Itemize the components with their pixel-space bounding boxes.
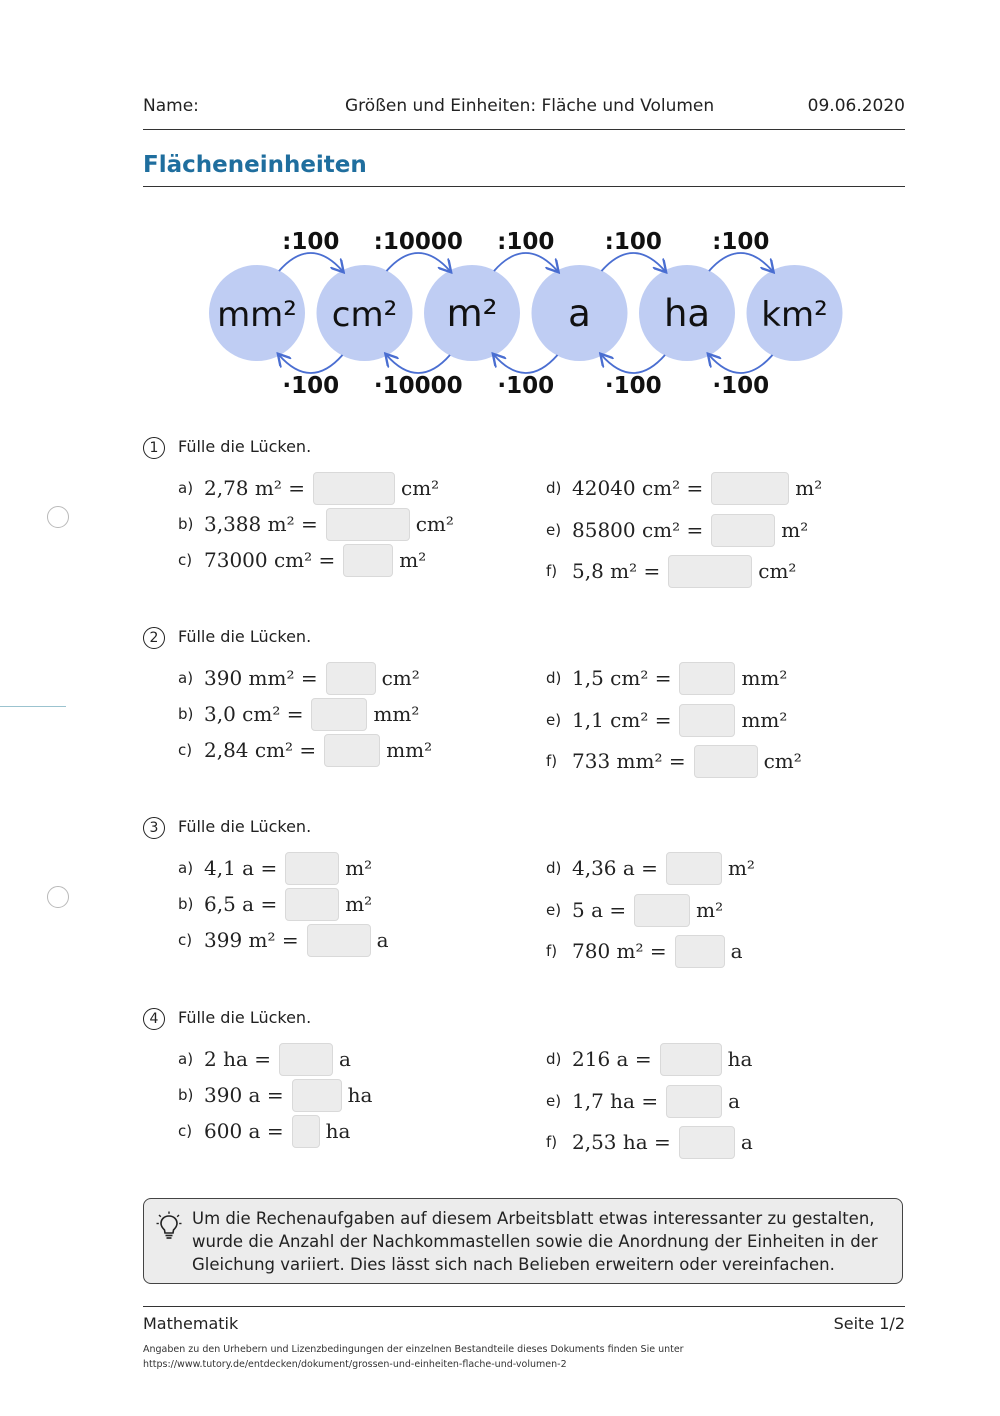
- exercise-label: c): [178, 551, 193, 569]
- exercise-row: [546, 893, 723, 927]
- exercise-label: e): [546, 901, 562, 919]
- unit-label: cm²: [331, 295, 398, 335]
- fold-mark: [0, 706, 66, 707]
- exercise-label: b): [178, 895, 194, 913]
- answer-field[interactable]: [311, 698, 367, 731]
- exercise-expression: 216 a =: [572, 1047, 652, 1071]
- exercise-row: [178, 543, 426, 577]
- exercise-unit: m²: [345, 856, 373, 880]
- exercise-row: [178, 471, 439, 505]
- exercise-row: [178, 887, 372, 921]
- exercise-unit: m²: [696, 898, 724, 922]
- divide-factor-label: :10000: [373, 229, 463, 255]
- exercise-expression: 3,0 cm² =: [204, 702, 304, 726]
- exercise-unit: cm²: [415, 512, 454, 536]
- exercise-label: f): [546, 942, 558, 960]
- answer-field[interactable]: [679, 662, 735, 695]
- exercise-row: [178, 1078, 372, 1112]
- task-number-4: 4: [143, 1008, 165, 1030]
- answer-field[interactable]: [279, 1043, 333, 1076]
- exercise-expression: 2 ha =: [204, 1047, 272, 1071]
- exercise-label: e): [546, 521, 562, 539]
- answer-field[interactable]: [326, 508, 410, 541]
- exercise-label: d): [546, 669, 562, 687]
- exercise-unit: ha: [727, 1047, 753, 1071]
- exercise-unit: a: [339, 1047, 351, 1071]
- exercise-unit: m²: [781, 518, 809, 542]
- exercise-label: b): [178, 515, 194, 533]
- answer-field[interactable]: [326, 662, 376, 695]
- answer-field[interactable]: [292, 1079, 342, 1112]
- tip-box: [143, 1198, 903, 1284]
- exercise-expression: 1,1 cm² =: [572, 708, 672, 732]
- task-number-2: 2: [143, 627, 165, 649]
- tip-text: Um die Rechenaufgaben auf diesem Arbeitsblatt etwas interessanter zu gestalten, wurde die Anzahl der Nachkommastellen sowie die Anordnung der Einheiten in der Gleichung variiert. Dies lässt sich nach Belieben erweitern oder vereinfachen.: [192, 1209, 878, 1274]
- exercise-unit: cm²: [401, 476, 440, 500]
- exercise-row: [178, 733, 432, 767]
- exercise-expression: 2,78 m² =: [204, 476, 305, 500]
- exercise-row: [546, 1042, 752, 1076]
- exercise-row: [178, 851, 372, 885]
- answer-field[interactable]: [666, 852, 722, 885]
- answer-field[interactable]: [307, 924, 371, 957]
- task-instruction: Fülle die Lücken.: [178, 437, 312, 456]
- exercise-row: [546, 513, 808, 547]
- answer-field[interactable]: [679, 1126, 735, 1159]
- exercise-row: [546, 1125, 753, 1159]
- divide-arrow: [602, 253, 666, 271]
- unit-conversion-diagram: [0, 0, 1000, 420]
- answer-field[interactable]: [668, 555, 752, 588]
- divide-factor-label: :100: [712, 229, 770, 255]
- exercise-unit: a: [740, 1130, 753, 1154]
- exercise-expression: 390 mm² =: [204, 666, 318, 690]
- answer-field[interactable]: [292, 1115, 320, 1148]
- footer-page-number: Seite 1/2: [833, 1314, 905, 1333]
- exercise-row: [546, 934, 743, 968]
- exercise-label: d): [546, 1050, 562, 1068]
- exercise-unit: m²: [399, 548, 427, 572]
- divide-arrow: [387, 253, 451, 271]
- exercise-label: a): [178, 479, 194, 497]
- footer-subject: Mathematik: [143, 1314, 239, 1333]
- exercise-row: [546, 1084, 740, 1118]
- answer-field[interactable]: [285, 852, 339, 885]
- multiply-factor-label: ·100: [497, 373, 555, 399]
- divide-factor-label: :100: [497, 229, 555, 255]
- exercise-expression: 3,388 m² =: [204, 512, 318, 536]
- exercise-expression: 5 a =: [572, 898, 627, 922]
- exercise-expression: 1,7 ha =: [572, 1089, 659, 1113]
- divide-arrow: [279, 253, 343, 271]
- exercise-label: c): [178, 1122, 193, 1140]
- exercise-unit: m²: [345, 892, 373, 916]
- answer-field[interactable]: [660, 1043, 722, 1076]
- exercise-expression: 4,1 a =: [204, 856, 278, 880]
- exercise-row: [546, 703, 787, 737]
- worksheet-date: 09.06.2020: [807, 96, 905, 116]
- exercise-label: a): [178, 1050, 194, 1068]
- exercise-label: c): [178, 931, 193, 949]
- exercise-unit: a: [730, 939, 743, 963]
- unit-label: km²: [761, 295, 828, 335]
- exercise-expression: 2,53 ha =: [572, 1130, 671, 1154]
- exercise-label: f): [546, 1133, 558, 1151]
- exercise-unit: ha: [347, 1083, 373, 1107]
- task-number-1: 1: [143, 437, 165, 459]
- exercise-row: [546, 661, 787, 695]
- section-title: Flächeneinheiten: [143, 152, 367, 178]
- divide-factor-label: :100: [604, 229, 662, 255]
- answer-field[interactable]: [711, 472, 789, 505]
- answer-field[interactable]: [634, 894, 690, 927]
- exercise-label: c): [178, 741, 193, 759]
- answer-field[interactable]: [666, 1085, 722, 1118]
- exercise-expression: 390 a =: [204, 1083, 284, 1107]
- punch-hole-bottom: [47, 886, 69, 908]
- exercise-row: [546, 471, 822, 505]
- divide-factor-label: :100: [282, 229, 340, 255]
- multiply-arrow: [709, 355, 773, 373]
- divide-arrow: [494, 253, 558, 271]
- exercise-expression: 42040 cm² =: [572, 476, 704, 500]
- exercise-label: e): [546, 1092, 562, 1110]
- exercise-expression: 4,36 a =: [572, 856, 658, 880]
- footer-rule: [143, 1306, 905, 1307]
- exercise-unit: m²: [795, 476, 823, 500]
- answer-field[interactable]: [694, 745, 758, 778]
- punch-hole-top: [47, 506, 69, 528]
- exercise-row: [178, 507, 454, 541]
- exercise-unit: mm²: [386, 738, 433, 762]
- exercise-unit: mm²: [741, 666, 788, 690]
- exercise-unit: cm²: [381, 666, 420, 690]
- exercise-unit: ha: [325, 1119, 351, 1143]
- unit-label: a: [568, 292, 591, 335]
- multiply-factor-label: ·100: [604, 373, 662, 399]
- multiply-arrow: [279, 355, 343, 373]
- worksheet-title: Größen und Einheiten: Fläche und Volumen: [345, 96, 715, 116]
- exercise-unit: a: [728, 1089, 741, 1113]
- unit-label: ha: [663, 292, 711, 335]
- exercise-expression: 2,84 cm² =: [204, 738, 317, 762]
- exercise-unit: m²: [727, 856, 755, 880]
- unit-label: mm²: [217, 295, 297, 335]
- answer-field[interactable]: [343, 544, 393, 577]
- exercise-expression: 733 mm² =: [572, 749, 686, 773]
- exercise-expression: 780 m² =: [572, 939, 667, 963]
- exercise-row: [546, 851, 755, 885]
- exercise-label: a): [178, 859, 194, 877]
- exercise-label: d): [546, 859, 562, 877]
- exercise-unit: mm²: [741, 708, 788, 732]
- exercise-unit: a: [376, 928, 389, 952]
- exercise-expression: 73000 cm² =: [204, 548, 336, 572]
- exercise-expression: 85800 cm² =: [572, 518, 704, 542]
- multiply-factor-label: ·10000: [373, 373, 463, 399]
- multiply-arrow: [494, 355, 558, 373]
- exercise-label: b): [178, 1086, 194, 1104]
- footer-credit-url[interactable]: https://www.tutory.de/entdecken/dokument/grossen-und-einheiten-flache-und-volumen-2: [143, 1359, 567, 1370]
- exercise-expression: 6,5 a =: [204, 892, 278, 916]
- exercise-row: [178, 923, 389, 957]
- exercise-label: a): [178, 669, 194, 687]
- task-instruction: Fülle die Lücken.: [178, 817, 312, 836]
- answer-field[interactable]: [324, 734, 380, 767]
- exercise-row: [178, 697, 419, 731]
- exercise-unit: mm²: [373, 702, 420, 726]
- exercise-row: [178, 661, 420, 695]
- task-instruction: Fülle die Lücken.: [178, 627, 312, 646]
- exercise-label: f): [546, 752, 558, 770]
- exercise-expression: 600 a =: [204, 1119, 284, 1143]
- exercise-expression: 399 m² =: [204, 928, 299, 952]
- answer-field[interactable]: [285, 888, 339, 921]
- name-label: Name:: [143, 96, 199, 116]
- multiply-arrow: [602, 355, 666, 373]
- exercise-row: [546, 554, 796, 588]
- exercise-label: d): [546, 479, 562, 497]
- lightbulb-icon: [156, 1211, 182, 1241]
- exercise-unit: cm²: [763, 749, 802, 773]
- task-instruction: Fülle die Lücken.: [178, 1008, 312, 1027]
- exercise-label: b): [178, 705, 194, 723]
- exercise-row: [178, 1042, 351, 1076]
- multiply-factor-label: ·100: [712, 373, 770, 399]
- answer-field[interactable]: [711, 514, 775, 547]
- exercise-expression: 1,5 cm² =: [572, 666, 672, 690]
- divide-arrow: [709, 253, 773, 271]
- multiply-factor-label: ·100: [282, 373, 340, 399]
- unit-label: m²: [446, 292, 498, 335]
- exercise-row: [546, 744, 802, 778]
- footer-credit-text: Angaben zu den Urhebern und Lizenzbedingungen der einzelnen Bestandteile dieses Dokuments finden Sie unter: [143, 1344, 684, 1355]
- answer-field[interactable]: [675, 935, 725, 968]
- exercise-unit: cm²: [758, 559, 797, 583]
- answer-field[interactable]: [313, 472, 395, 505]
- exercise-expression: 5,8 m² =: [572, 559, 661, 583]
- multiply-arrow: [387, 355, 451, 373]
- exercise-label: f): [546, 562, 558, 580]
- answer-field[interactable]: [679, 704, 735, 737]
- exercise-label: e): [546, 711, 562, 729]
- task-number-3: 3: [143, 817, 165, 839]
- exercise-row: [178, 1114, 350, 1148]
